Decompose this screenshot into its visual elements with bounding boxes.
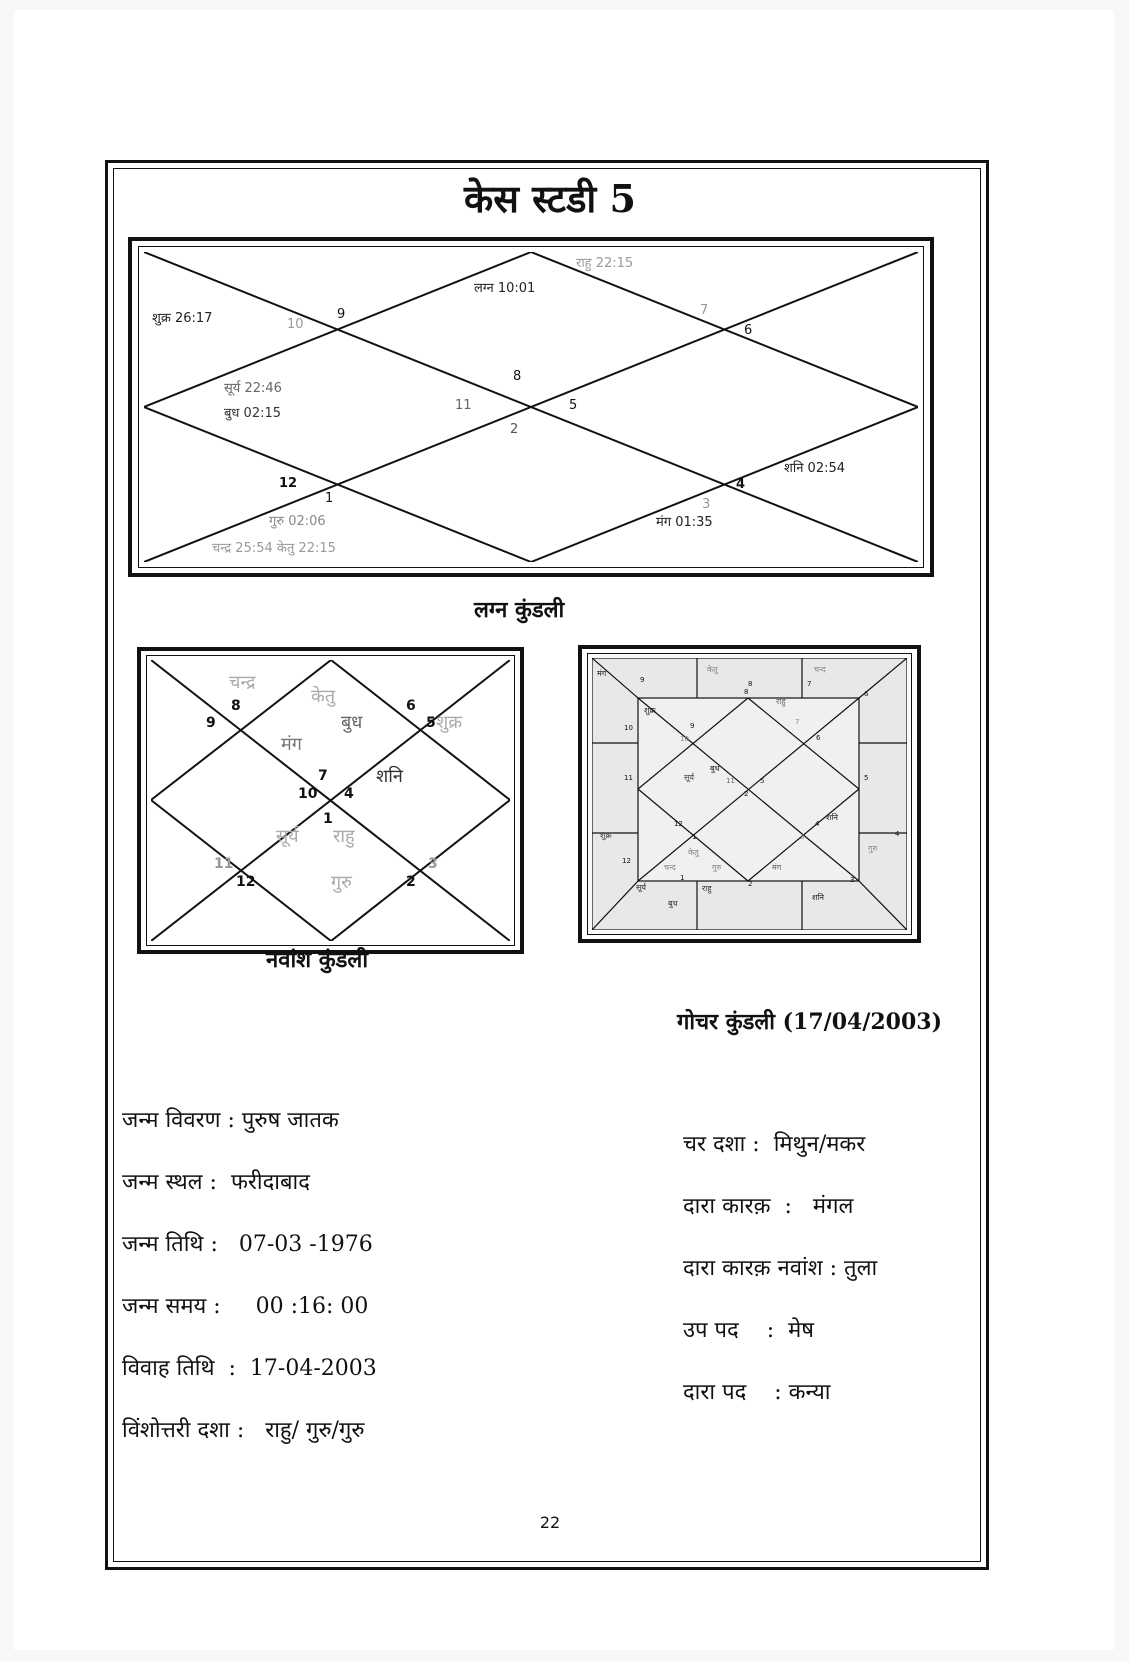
gochar-inner-planet: बुध (710, 764, 720, 773)
gochar-outer-planet: मंग (597, 669, 607, 678)
gochar-outer-planet: केतु (707, 665, 718, 674)
navamsha-planet-ketu: केतु (311, 686, 336, 707)
navamsha-planet-surya: सूर्य (276, 826, 299, 847)
navamsha-chart (151, 660, 510, 941)
lagna-house-num: 4 (736, 477, 746, 492)
gochar-chart (592, 658, 907, 930)
navamsha-planet-budh: बुध (341, 712, 363, 733)
gochar-chart-caption: गोचर कुंडली (17/04/2003) (677, 1009, 943, 1035)
navamsha-house-num: 10 (298, 786, 318, 802)
lagna-house-num: 5 (569, 398, 578, 413)
gochar-inner-num: 11 (726, 777, 735, 785)
birth-detail-line: जन्म समय : 00 :16: 00 (122, 1294, 369, 1319)
gochar-inner-planet: केतु (688, 848, 699, 857)
gochar-outer-num: 9 (640, 676, 645, 684)
navamsha-house-num: 4 (344, 786, 354, 802)
navamsha-house-num: 6 (406, 698, 416, 714)
lagna-planet-shukra: शुक्र 26:17 (152, 311, 213, 326)
gochar-outer-num: 1 (680, 874, 685, 882)
navamsha-house-num: 11 (214, 856, 234, 872)
gochar-inner-planet: मंग (772, 863, 782, 872)
gochar-outer-planet: राहु (702, 884, 712, 893)
gochar-outer-num: 7 (807, 680, 812, 688)
dasha-detail-line: दारा कारक़ नवांश : तुला (683, 1256, 878, 1281)
gochar-outer-planet: शनि (812, 893, 824, 902)
page-number: 22 (539, 1513, 561, 1532)
gochar-inner-num: 10 (680, 735, 689, 743)
gochar-inner-planet: चन्द (664, 863, 676, 872)
navamsha-house-num: 7 (318, 768, 328, 784)
gochar-outer-num: 3 (850, 876, 855, 884)
page-title: केस स्टडी 5 (464, 176, 636, 221)
gochar-outer-planet: बुध (668, 899, 678, 908)
navamsha-house-num: 5 (426, 715, 436, 731)
gochar-inner-num: 6 (816, 734, 821, 742)
gochar-inner-num: 4 (815, 820, 820, 828)
gochar-outer-num: 4 (895, 830, 900, 838)
lagna-house-num: 2 (510, 422, 519, 437)
navamsha-house-num: 8 (231, 698, 241, 714)
lagna-house-num: 1 (325, 491, 334, 506)
gochar-inner-num: 12 (674, 820, 683, 828)
gochar-outer-num: 2 (748, 880, 753, 888)
birth-detail-line: विंशोत्तरी दशा : राहु/ गुरु/गुरु (122, 1418, 365, 1443)
dasha-detail-line: चर दशा : मिथुन/मकर (683, 1132, 866, 1157)
gochar-outer-num: 12 (622, 857, 631, 865)
gochar-outer-num: 10 (624, 724, 633, 732)
lagna-planet-shani: शनि 02:54 (784, 461, 846, 476)
lagna-house-num: 6 (744, 323, 753, 338)
gochar-outer-planet: सूर्य (636, 883, 647, 892)
lagna-house-num: 9 (337, 307, 346, 322)
lagna-planet-rahu: राहु 22:15 (576, 256, 634, 271)
gochar-inner-num: 7 (795, 718, 800, 726)
navamsha-planet-mangal: मंग (281, 734, 302, 755)
lagna-planet-budh: बुध 02:15 (224, 406, 282, 421)
gochar-inner-num: 3 (800, 833, 805, 841)
gochar-inner-num: 8 (744, 688, 749, 696)
dasha-detail-line: उप पद : मेष (683, 1318, 814, 1343)
lagna-planet-chandra-ketu: चन्द्र 25:54 केतु 22:15 (212, 541, 336, 556)
gochar-inner-planet: शुक्र (644, 706, 656, 715)
navamsha-planet-rahu: राहु (333, 826, 355, 847)
lagna-planet-mangal: मंग 01:35 (656, 515, 713, 530)
navamsha-planet-shani: शनि (376, 766, 403, 787)
gochar-inner-num: 1 (692, 833, 697, 841)
navamsha-house-num: 9 (206, 715, 216, 731)
gochar-inner-num: 9 (690, 722, 695, 730)
navamsha-house-num: 2 (406, 874, 416, 890)
gochar-inner-planet: गुरु (712, 863, 722, 872)
navamsha-planet-chandra: चन्द्र (229, 672, 256, 693)
gochar-outer-planet: गुरु (868, 844, 878, 853)
birth-detail-line: विवाह तिथि : 17-04-2003 (122, 1356, 377, 1381)
birth-detail-line: जन्म तिथि : 07-03 -1976 (122, 1232, 373, 1257)
lagna-planet-surya: सूर्य 22:46 (224, 381, 282, 396)
lagna-house-num: 3 (702, 497, 711, 512)
gochar-outer-num: 8 (748, 680, 753, 688)
navamsha-house-num: 1 (323, 811, 333, 827)
lagna-house-num: 10 (287, 317, 304, 332)
gochar-outer-planet: शुक्र (600, 831, 612, 840)
dasha-detail-line: दारा कारक़ : मंगल (683, 1194, 854, 1219)
lagna-chart-caption: लग्न कुंडली (474, 597, 565, 623)
dasha-detail-line: दारा पद : कन्या (683, 1380, 831, 1405)
gochar-outer-num: 6 (864, 690, 869, 698)
lagna-planet-guru: गुरु 02:06 (269, 514, 326, 529)
gochar-inner-planet: राहु (776, 697, 786, 706)
gochar-inner-num: 5 (760, 777, 765, 785)
gochar-outer-num: 5 (864, 774, 869, 782)
gochar-outer-num: 11 (624, 774, 633, 782)
gochar-inner-planet: सूर्य (684, 773, 695, 782)
birth-detail-line: जन्म विवरण : पुरुष जातक (122, 1108, 339, 1133)
navamsha-house-num: 12 (236, 874, 256, 890)
lagna-house-num: 7 (700, 303, 709, 318)
lagna-house-num: 8 (513, 369, 522, 384)
navamsha-chart-caption: नवांश कुंडली (266, 947, 369, 973)
navamsha-house-num: 3 (428, 856, 438, 872)
lagna-planet-lagna: लग्न 10:01 (474, 281, 536, 296)
lagna-chart (144, 252, 918, 562)
lagna-house-num: 11 (455, 398, 472, 413)
navamsha-planet-shukra: शुक्र (436, 712, 463, 733)
birth-detail-line: जन्म स्थल : फरीदाबाद (122, 1170, 310, 1195)
navamsha-planet-guru: गुरु (331, 872, 352, 893)
gochar-inner-num: 2 (744, 790, 749, 798)
gochar-inner-planet: शनि (826, 813, 838, 822)
lagna-house-num: 12 (279, 476, 298, 491)
gochar-outer-planet: चन्द (814, 665, 826, 674)
